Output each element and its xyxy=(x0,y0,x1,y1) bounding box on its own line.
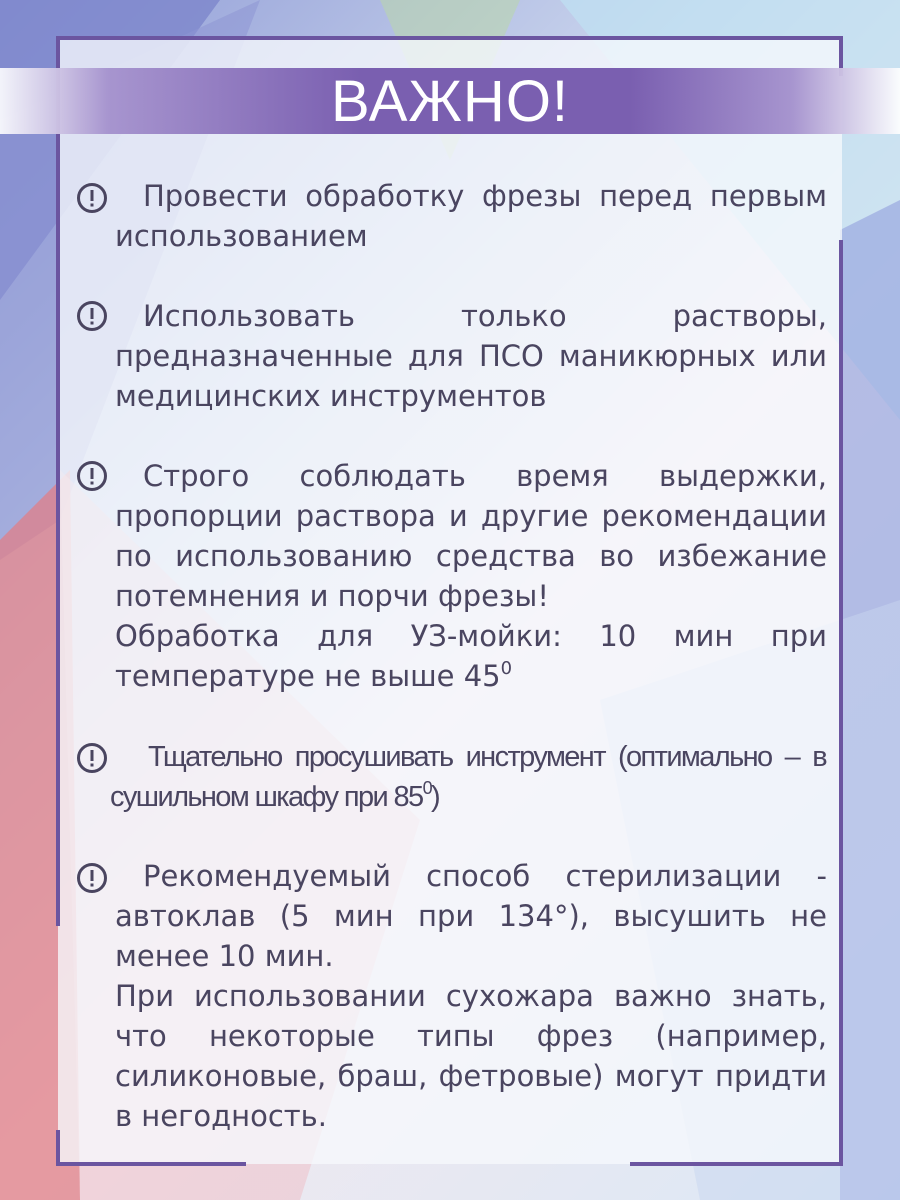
item-text-part: Обработка для УЗ-мойки: 10 мин при температуре не выше 45 xyxy=(115,619,827,693)
item-text: Провести обработку фрезы перед первым использованием xyxy=(115,179,827,253)
item-text-extra: При использовании сухожара важно знать, что некоторые типы фрез (например, силиконовые, браш, фетровые) могут придти в негодность. xyxy=(115,979,827,1133)
exclamation-circle-icon xyxy=(76,300,108,332)
frame-top xyxy=(56,36,843,40)
degree-superscript: 0 xyxy=(500,658,513,679)
frame-bottom-right xyxy=(630,1162,843,1166)
list-item xyxy=(115,856,827,1136)
item-text-part: Тщательно просушивать инструмент (оптимально – в сушильном шкафу при 85 xyxy=(110,741,826,813)
exclamation-circle-icon xyxy=(76,862,108,894)
frame-left-bottom xyxy=(56,1130,60,1166)
degree-superscript: 0 xyxy=(422,778,432,798)
list-item xyxy=(115,176,827,256)
frame-right xyxy=(839,240,843,1166)
exclamation-circle-icon xyxy=(76,182,108,214)
list-item xyxy=(110,737,826,817)
exclamation-circle-icon xyxy=(76,742,108,774)
list-item xyxy=(115,456,827,696)
item-text xyxy=(110,737,826,817)
exclamation-circle-icon xyxy=(76,460,108,492)
item-text: Рекомендуемый способ стерилизации - автоклав (5 мин при 134°), высушить не менее 10 мин. xyxy=(115,859,827,973)
item-text: Строго соблюдать время выдержки, пропорции раствора и другие рекомендации по использованию средства во избежание потемнения и порчи фрезы! xyxy=(115,459,827,613)
item-text-extra xyxy=(115,616,827,696)
item-text-tail: ) xyxy=(431,781,440,813)
page-title: ВАЖНО! xyxy=(330,69,570,134)
frame-left xyxy=(56,36,60,926)
item-text: Использовать только растворы, предназначенные для ПСО маникюрных или медицинских инструментов xyxy=(115,299,827,413)
list-item xyxy=(115,296,827,416)
frame-bottom-left xyxy=(56,1162,246,1166)
